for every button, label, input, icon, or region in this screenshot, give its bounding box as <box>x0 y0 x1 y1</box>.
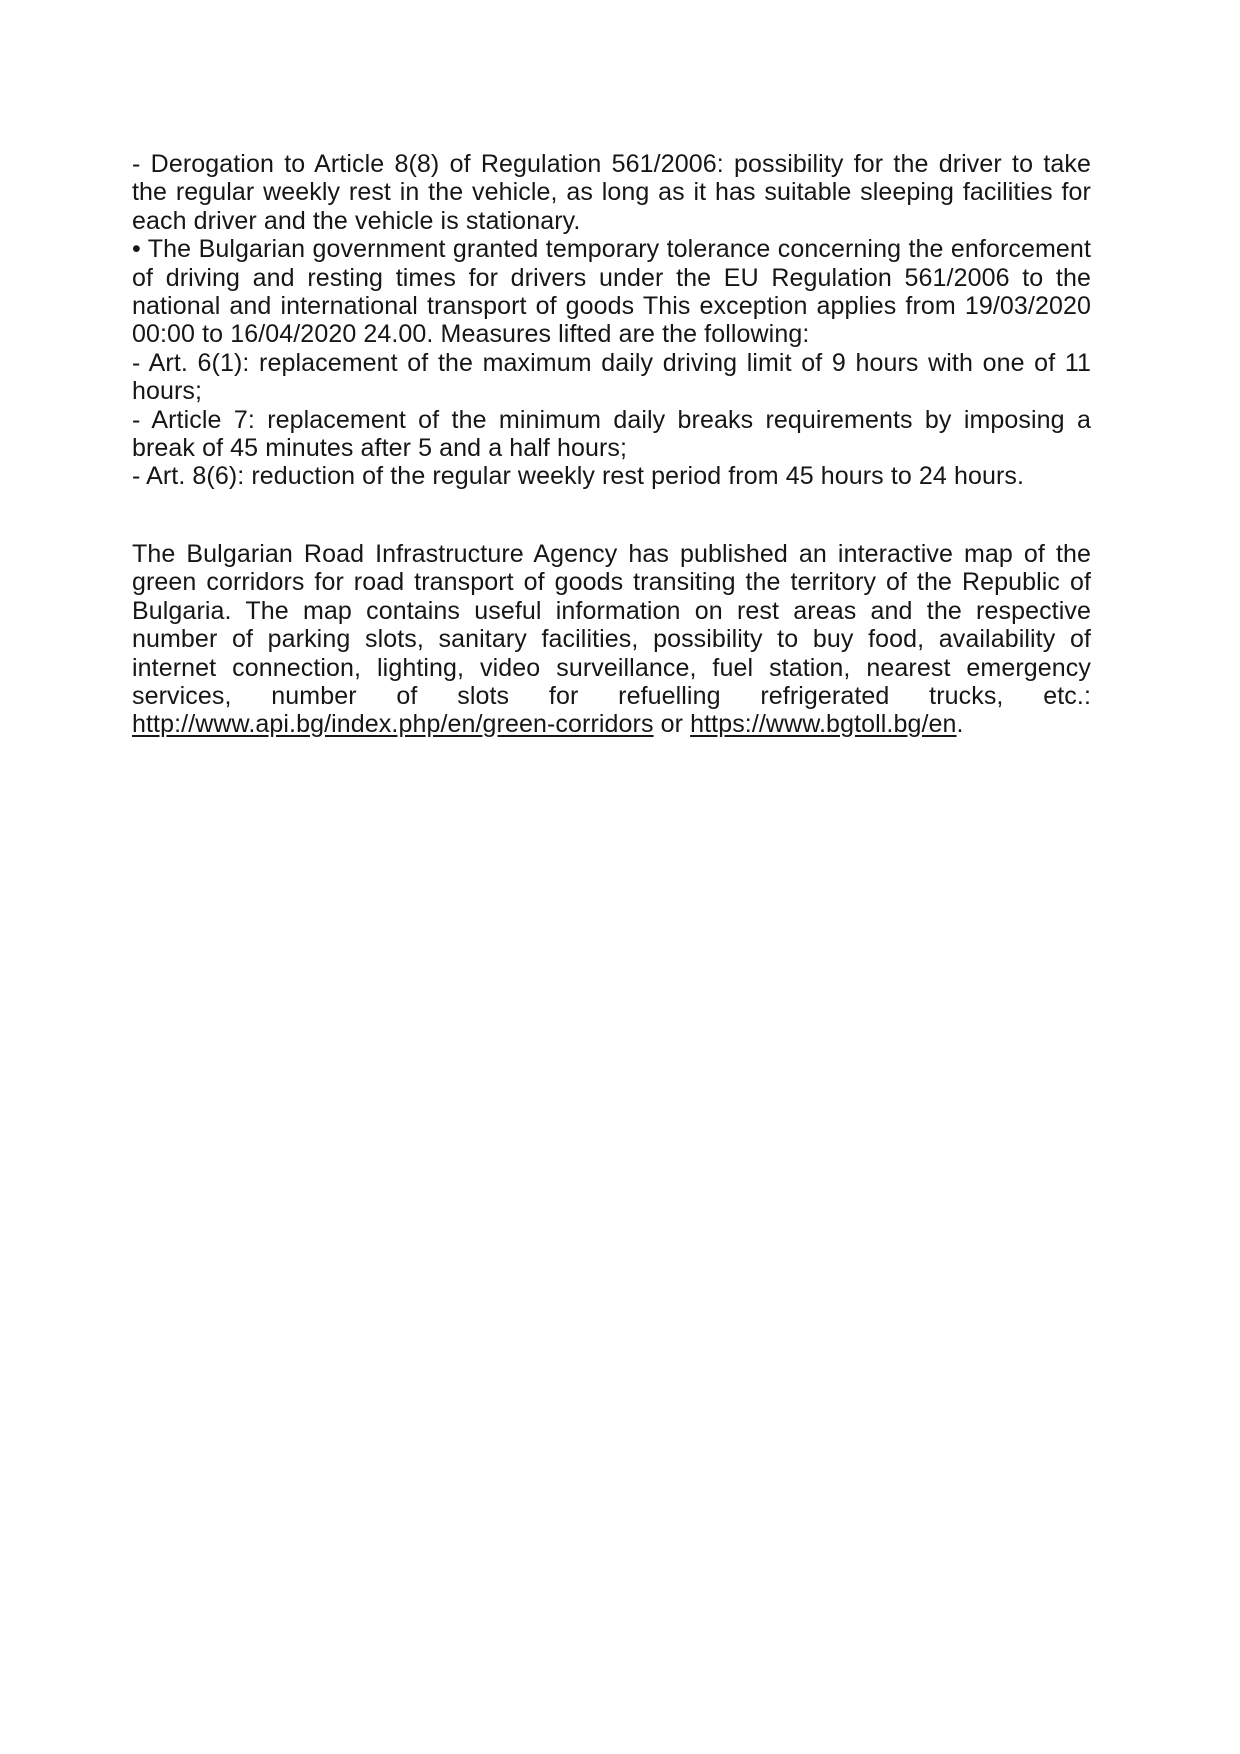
link-bgtoll[interactable]: https://www.bgtoll.bg/en <box>690 710 957 739</box>
paragraph-article-7: - Article 7: replacement of the minimum daily breaks requirements by imposing a break of 45 minutes after 5 and a half hours; <box>132 405 1091 463</box>
paragraph-derogation-art-8-8: - Derogation to Article 8(8) of Regulation 561/2006: possibility for the driver to take the regular weekly rest in the vehicle, as long as it has suitable sleeping facilities for each driver and the vehicle is stationary. <box>132 150 1091 235</box>
paragraph-bulgarian-tolerance: • The Bulgarian government granted temporary tolerance concerning the enforcement of driving and resting times for drivers under the EU Regulation 561/2006 to the national and international transport of goods This exception applies from 19/03/2020 00:00 to 16/04/2020 24.00. Measures lifted are the following: <box>132 235 1091 349</box>
paragraph-art-8-6: - Art. 8(6): reduction of the regular weekly rest period from 45 hours to 24 hours. <box>132 462 1025 491</box>
link-separator-text: or <box>653 710 691 739</box>
link-api-green-corridors[interactable]: http://www.api.bg/index.php/en/green-corridors <box>132 710 654 739</box>
paragraph-green-corridors <box>132 540 1091 739</box>
paragraph-art-6-1: - Art. 6(1): replacement of the maximum daily driving limit of 9 hours with one of 11 hours; <box>132 348 1091 406</box>
green-corridors-intro-text: The Bulgarian Road Infrastructure Agency has published an interactive map of the green corridors for road transport of goods transiting the territory of the Republic of Bulgaria. The map contains useful information on rest areas and the respective number of parking slots, sanitary facilities, possibility to buy food, availability of internet connection, lighting, video surveillance, fuel station, nearest emergency services, number of slots for refuelling refrigerated trucks, etc.: <box>132 539 1091 710</box>
document-content <box>132 150 1091 739</box>
closing-period-text: . <box>956 710 964 739</box>
